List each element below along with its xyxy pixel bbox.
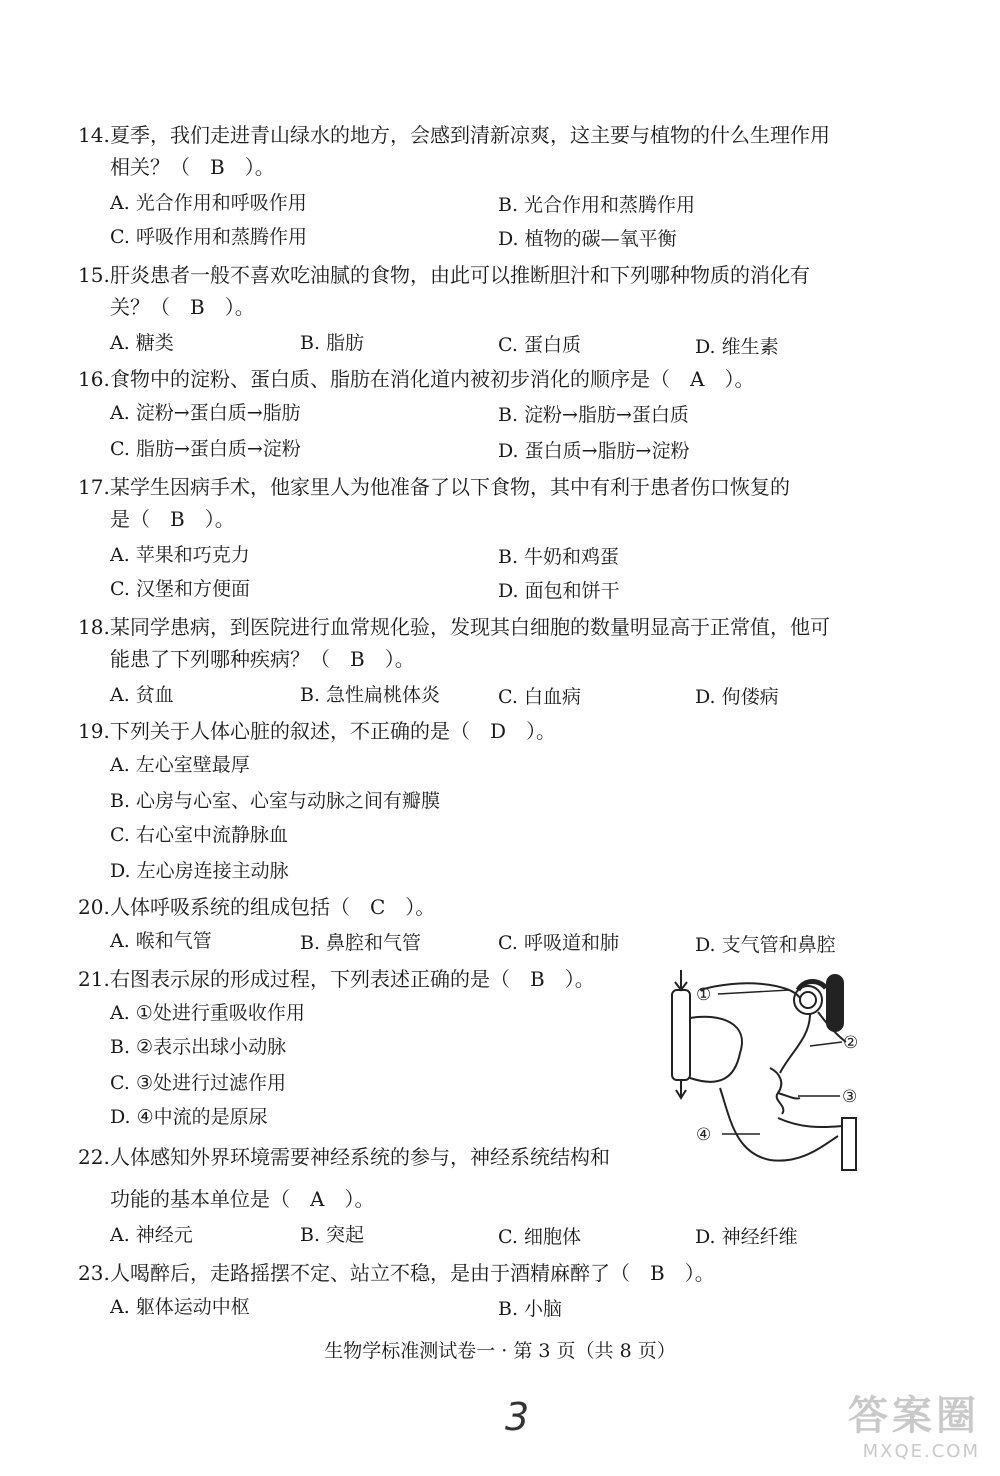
question-17-stem-line-2: 是（ B ）。 (110, 507, 235, 531)
question-14-option-a: A. 光合作用和呼吸作用 (110, 192, 307, 214)
tubule-branch (778, 1093, 800, 1099)
question-17-option-c: C. 汉堡和方便面 (110, 578, 250, 600)
question-21-option-a: A. ①处进行重吸收作用 (110, 1002, 305, 1024)
question-23-stem-line-1: 人喝醉后，走路摇摆不定、站立不稳，是由于酒精麻醉了（ B ）。 (110, 1261, 715, 1285)
page-footer: 生物学标准测试卷一 · 第 3 页（共 8 页） (324, 1340, 676, 1362)
question-14-stem-line-1: 夏季，我们走进青山绿水的地方，会感到清新凉爽，这主要与植物的什么生理作用 (110, 123, 830, 147)
question-21-option-b: B. ②表示出球小动脉 (110, 1036, 287, 1058)
tubule-coil (770, 1068, 783, 1114)
watermark-url: MXQE.COM (862, 1441, 980, 1462)
efferent-vessel (780, 1014, 810, 1073)
question-22-stem-line-2: 功能的基本单位是（ A ）。 (110, 1187, 375, 1211)
question-17-option-b: B. 牛奶和鸡蛋 (498, 546, 620, 568)
question-22-option-a: A. 神经元 (110, 1224, 193, 1246)
question-21-number: 21. (78, 967, 110, 991)
question-18-option-d: D. 佝偻病 (695, 686, 779, 708)
question-20-option-a: A. 喉和气管 (110, 930, 212, 952)
question-20-option-c: C. 呼吸道和肺 (498, 932, 619, 954)
question-19-number: 19. (78, 719, 110, 743)
question-18-option-c: C. 白血病 (498, 686, 581, 708)
question-15-option-b: B. 脂肪 (300, 332, 365, 354)
question-14-option-d: D. 植物的碳—氧平衡 (498, 228, 677, 250)
question-19-option-b: B. 心房与心室、心室与动脉之间有瓣膜 (110, 790, 441, 812)
question-20-option-d: D. 支气管和鼻腔 (695, 934, 836, 956)
question-18-stem-line-2: 能患了下列哪种疾病？（ B ）。 (110, 647, 415, 671)
question-16-stem-line-1: 食物中的淀粉、蛋白质、脂肪在消化道内被初步消化的顺序是（ A ）。 (110, 367, 755, 391)
dark-vessel (826, 974, 844, 1032)
question-16-option-c: C. 脂肪→蛋白质→淀粉 (110, 438, 301, 460)
bowman-capsule-inner (800, 992, 816, 1008)
question-14-stem-line-2: 相关？（ B ）。 (110, 155, 275, 179)
question-22-option-b: B. 突起 (300, 1224, 365, 1246)
question-20-number: 20. (78, 895, 110, 919)
question-17-option-d: D. 面包和饼干 (498, 580, 620, 602)
question-22-number: 22. (78, 1145, 110, 1169)
loop-return (778, 1118, 842, 1127)
question-17-stem-line-1: 某学生因病手术，他家里人为他准备了以下食物，其中有利于患者伤口恢复的 (110, 475, 790, 499)
right-tube (842, 1118, 856, 1170)
question-16-option-b: B. 淀粉→脂肪→蛋白质 (498, 404, 689, 426)
question-19-option-a: A. 左心室壁最厚 (110, 754, 250, 776)
question-18-number: 18. (78, 615, 110, 639)
nephron-diagram (660, 968, 870, 1173)
question-14-option-c: C. 呼吸作用和蒸腾作用 (110, 226, 307, 248)
question-17-option-a: A. 苹果和巧克力 (110, 544, 250, 566)
question-15-stem-line-1: 肝炎患者一般不喜欢吃油腻的食物，由此可以推断胆汁和下列哪种物质的消化有 (110, 263, 810, 287)
question-22-option-c: C. 细胞体 (498, 1226, 581, 1248)
question-16-option-d: D. 蛋白质→脂肪→淀粉 (498, 440, 690, 462)
question-23-number: 23. (78, 1261, 110, 1285)
question-18-stem-line-1: 某同学患病，到医院进行血常规化验，发现其白细胞的数量明显高于正常值，他可 (110, 615, 830, 639)
question-20-stem-line-1: 人体呼吸系统的组成包括（ C ）。 (110, 895, 436, 919)
question-17-number: 17. (78, 475, 110, 499)
question-23-option-a: A. 躯体运动中枢 (110, 1296, 250, 1318)
vessel-loop (690, 1017, 742, 1082)
question-15-option-a: A. 糖类 (110, 332, 174, 354)
question-22-option-d: D. 神经纤维 (695, 1226, 798, 1248)
leader-1 (718, 990, 790, 994)
question-21-option-c: C. ③处进行过滤作用 (110, 1072, 286, 1094)
question-19-option-c: C. 右心室中流静脉血 (110, 824, 288, 846)
question-21-option-d: D. ④中流的是原尿 (110, 1106, 268, 1128)
diagram-label-3: ③ (842, 1087, 858, 1107)
watermark (848, 1384, 980, 1462)
henle-loop (720, 1088, 838, 1161)
handwritten-page-number: 3 (505, 1395, 530, 1439)
question-16-option-a: A. 淀粉→蛋白质→脂肪 (110, 402, 301, 424)
question-15-number: 15. (78, 263, 110, 287)
collecting-tube (672, 990, 690, 1080)
question-18-option-a: A. 贫血 (110, 684, 174, 706)
question-19-stem-line-1: 下列关于人体心脏的叙述，不正确的是（ D ）。 (110, 719, 557, 743)
question-15-stem-line-2: 关？（ B ）。 (110, 295, 255, 319)
watermark-logo-text: 答案圈 (848, 1393, 980, 1439)
diagram-label-2: ② (843, 1033, 859, 1053)
question-18-option-b: B. 急性扁桃体炎 (300, 684, 441, 706)
question-19-option-d: D. 左心房连接主动脉 (110, 860, 289, 882)
leader-2 (810, 1042, 842, 1046)
question-14-number: 14. (78, 123, 110, 147)
diagram-label-4: ④ (696, 1125, 712, 1145)
question-15-option-c: C. 蛋白质 (498, 334, 581, 356)
question-21-stem-line-1: 右图表示尿的形成过程，下列表述正确的是（ B ）。 (110, 967, 595, 991)
question-15-option-d: D. 维生素 (695, 336, 779, 358)
question-14-option-b: B. 光合作用和蒸腾作用 (498, 194, 696, 216)
question-22-stem-line-1: 人体感知外界环境需要神经系统的参与，神经系统结构和 (110, 1145, 610, 1169)
question-23-option-b: B. 小脑 (498, 1298, 563, 1320)
question-20-option-b: B. 鼻腔和气管 (300, 932, 422, 954)
glomerulus (794, 986, 822, 1014)
question-16-number: 16. (78, 367, 110, 391)
diagram-label-1: ① (696, 985, 712, 1005)
